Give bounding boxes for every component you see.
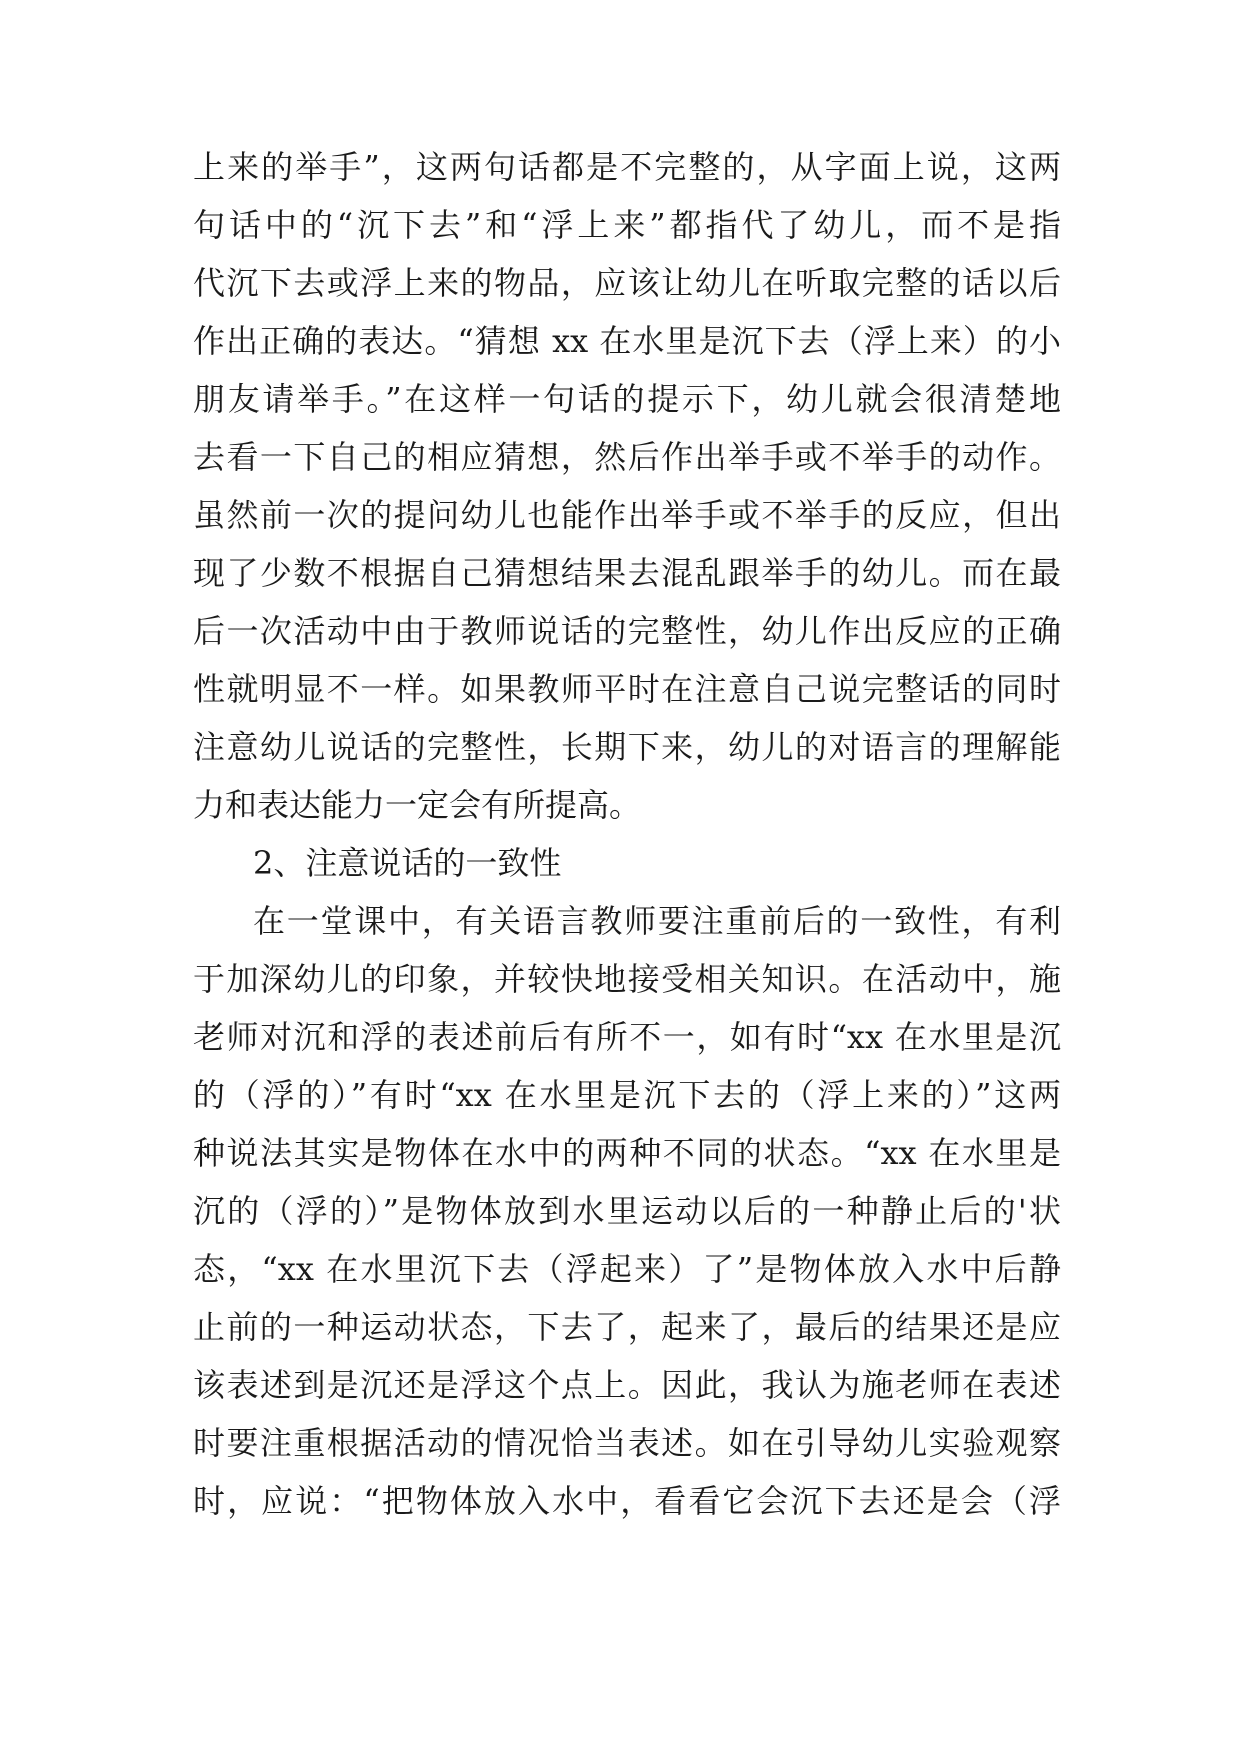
text-line: 朋友请举手。”在这样一句话的提示下，幼儿就会很清楚地 bbox=[193, 380, 1061, 418]
text-line: 的（浮的）”有时“xx 在水里是沉下去的（浮上来的）”这两 bbox=[193, 1076, 1061, 1114]
text-line: 老师对沉和浮的表述前后有所不一，如有时“xx 在水里是沉 bbox=[193, 1018, 1061, 1056]
text-line: 力和表达能力一定会有所提高。 bbox=[193, 786, 642, 824]
text-line: 在一堂课中，有关语言教师要注重前后的一致性，有利 bbox=[253, 902, 1061, 940]
section-heading: 2、注意说话的一致性 bbox=[253, 844, 562, 882]
text-line: 时，应说：“把物体放入水中，看看它会沉下去还是会（浮 bbox=[193, 1482, 1061, 1520]
text-line: 代沉下去或浮上来的物品，应该让幼儿在听取完整的话以后 bbox=[193, 264, 1061, 302]
text-line: 句话中的“沉下去”和“浮上来”都指代了幼儿，而不是指 bbox=[193, 206, 1061, 244]
text-line: 沉的（浮的）”是物体放到水里运动以后的一种静止后的'状 bbox=[193, 1192, 1061, 1230]
text-line: 现了少数不根据自己猜想结果去混乱跟举手的幼儿。而在最 bbox=[193, 554, 1061, 592]
text-line: 上来的举手”，这两句话都是不完整的，从字面上说，这两 bbox=[193, 148, 1061, 186]
text-line: 该表述到是沉还是浮这个点上。因此，我认为施老师在表述 bbox=[193, 1366, 1061, 1404]
text-line: 注意幼儿说话的完整性，长期下来，幼儿的对语言的理解能 bbox=[193, 728, 1061, 766]
text-line: 种说法其实是物体在水中的两种不同的状态。“xx 在水里是 bbox=[193, 1134, 1061, 1172]
text-line: 虽然前一次的提问幼儿也能作出举手或不举手的反应，但出 bbox=[193, 496, 1061, 534]
text-line: 去看一下自己的相应猜想，然后作出举手或不举手的动作。 bbox=[193, 438, 1061, 476]
text-line: 后一次活动中由于教师说话的完整性，幼儿作出反应的正确 bbox=[193, 612, 1061, 650]
text-line: 于加深幼儿的印象，并较快地接受相关知识。在活动中，施 bbox=[193, 960, 1061, 998]
text-line: 态，“xx 在水里沉下去（浮起来）了”是物体放入水中后静 bbox=[193, 1250, 1061, 1288]
text-line: 止前的一种运动状态，下去了，起来了，最后的结果还是应 bbox=[193, 1308, 1061, 1346]
text-line: 时要注重根据活动的情况恰当表述。如在引导幼儿实验观察 bbox=[193, 1424, 1061, 1462]
text-line: 性就明显不一样。如果教师平时在注意自己说完整话的同时 bbox=[193, 670, 1061, 708]
text-line: 作出正确的表达。“猜想 xx 在水里是沉下去（浮上来）的小 bbox=[193, 322, 1061, 360]
